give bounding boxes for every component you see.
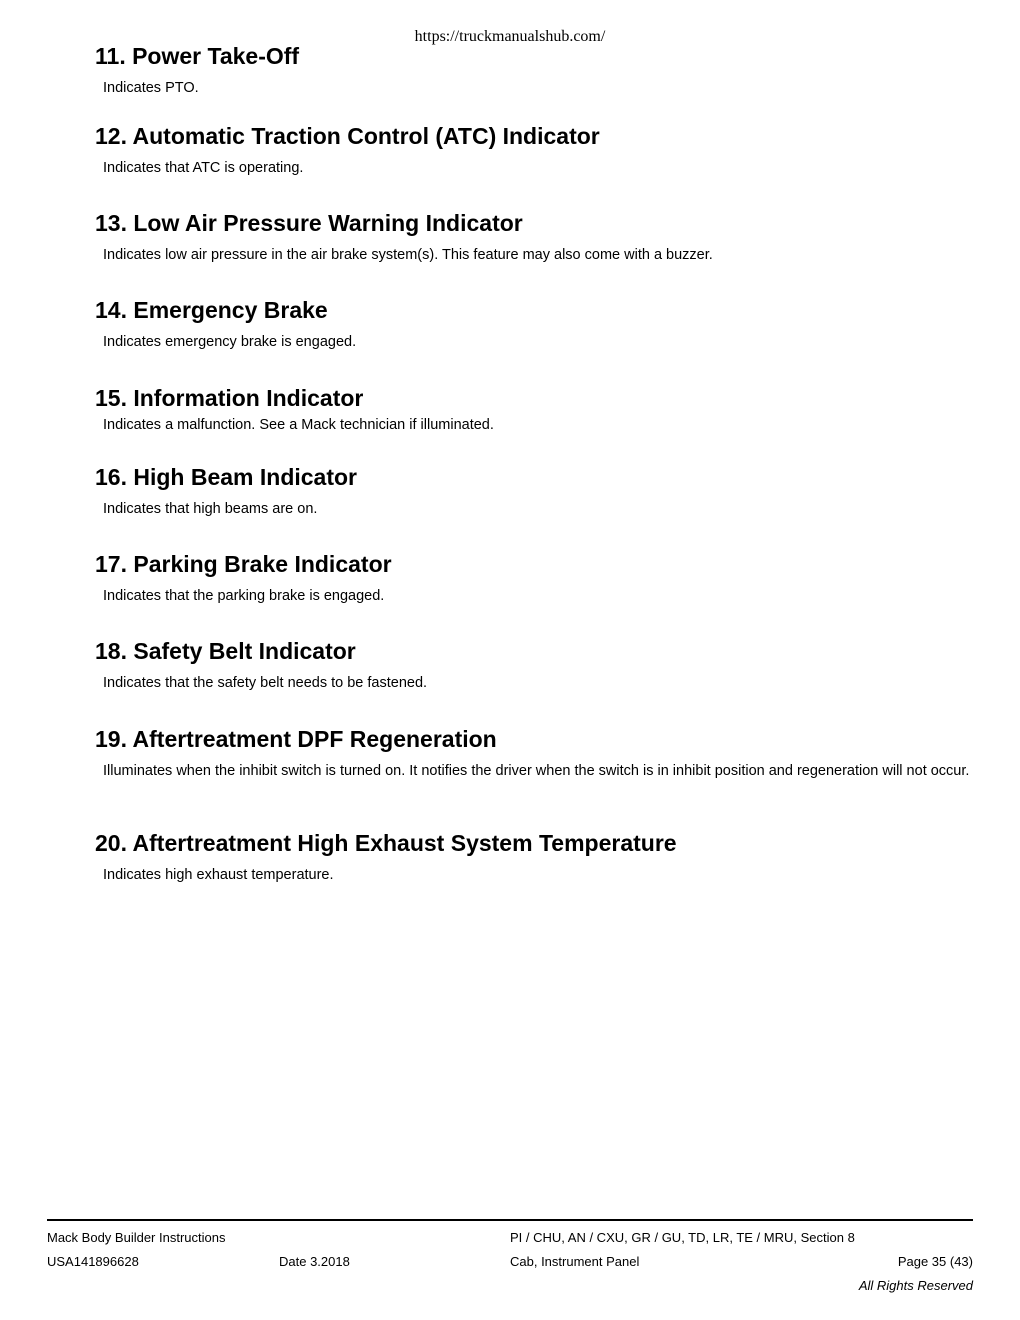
section-text: Indicates high exhaust temperature. [103,867,334,883]
section-heading: 13. Low Air Pressure Warning Indicator [95,210,523,236]
footer-rights: All Rights Reserved [858,1278,973,1293]
section-heading: 18. Safety Belt Indicator [95,638,356,664]
section-emergency-brake [95,296,975,352]
footer-page-number: Page 35 (43) [897,1254,973,1269]
section-safety-belt-indicator [95,637,975,693]
footer-date: Date 3.2018 [279,1254,350,1269]
footer-doc-title: Mack Body Builder Instructions [47,1230,226,1245]
section-heading: 17. Parking Brake Indicator [95,551,392,577]
section-atc-indicator [95,122,975,178]
section-dpf-regeneration [95,725,975,781]
section-heading: 11. Power Take-Off [95,43,300,69]
section-power-take-off [95,42,975,98]
section-heading: 19. Aftertreatment DPF Regeneration [95,726,497,752]
section-heading: 12. Automatic Traction Control (ATC) Indicator [95,123,600,149]
section-high-beam-indicator [95,463,975,519]
section-heading: 15. Information Indicator [95,385,364,411]
section-text: Indicates PTO. [103,80,199,96]
section-text: Indicates that ATC is operating. [103,160,304,176]
section-heading: 16. High Beam Indicator [95,464,358,490]
section-text: Indicates low air pressure in the air brake system(s). This feature may also come with a buzzer. [103,247,713,263]
page-footer [47,1219,973,1309]
section-low-air-pressure [95,209,975,265]
watermark-url: https://truckmanualshub.com/ [414,28,606,45]
section-high-exhaust-temperature [95,829,975,885]
section-text: Indicates that the safety belt needs to be fastened. [103,675,428,691]
section-text: Indicates a malfunction. See a Mack technician if illuminated. [103,417,494,433]
section-parking-brake-indicator [95,550,975,606]
section-text: Indicates that the parking brake is engaged. [103,588,385,604]
footer-models: PI / CHU, AN / CXU, GR / GU, TD, LR, TE / MRU, Section 8 [510,1230,855,1245]
section-text: Illuminates when the inhibit switch is turned on. It notifies the driver when the switch is in inhibit position and regeneration will not occur. [103,763,970,779]
section-text: Indicates emergency brake is engaged. [103,334,357,350]
section-heading: 20. Aftertreatment High Exhaust System Temperature [95,830,677,856]
footer-doc-number: USA141896628 [47,1254,139,1269]
section-heading: 14. Emergency Brake [95,297,328,323]
section-text: Indicates that high beams are on. [103,501,318,517]
footer-chapter: Cab, Instrument Panel [510,1254,640,1269]
footer-divider [47,1219,973,1221]
section-information-indicator [95,384,975,435]
